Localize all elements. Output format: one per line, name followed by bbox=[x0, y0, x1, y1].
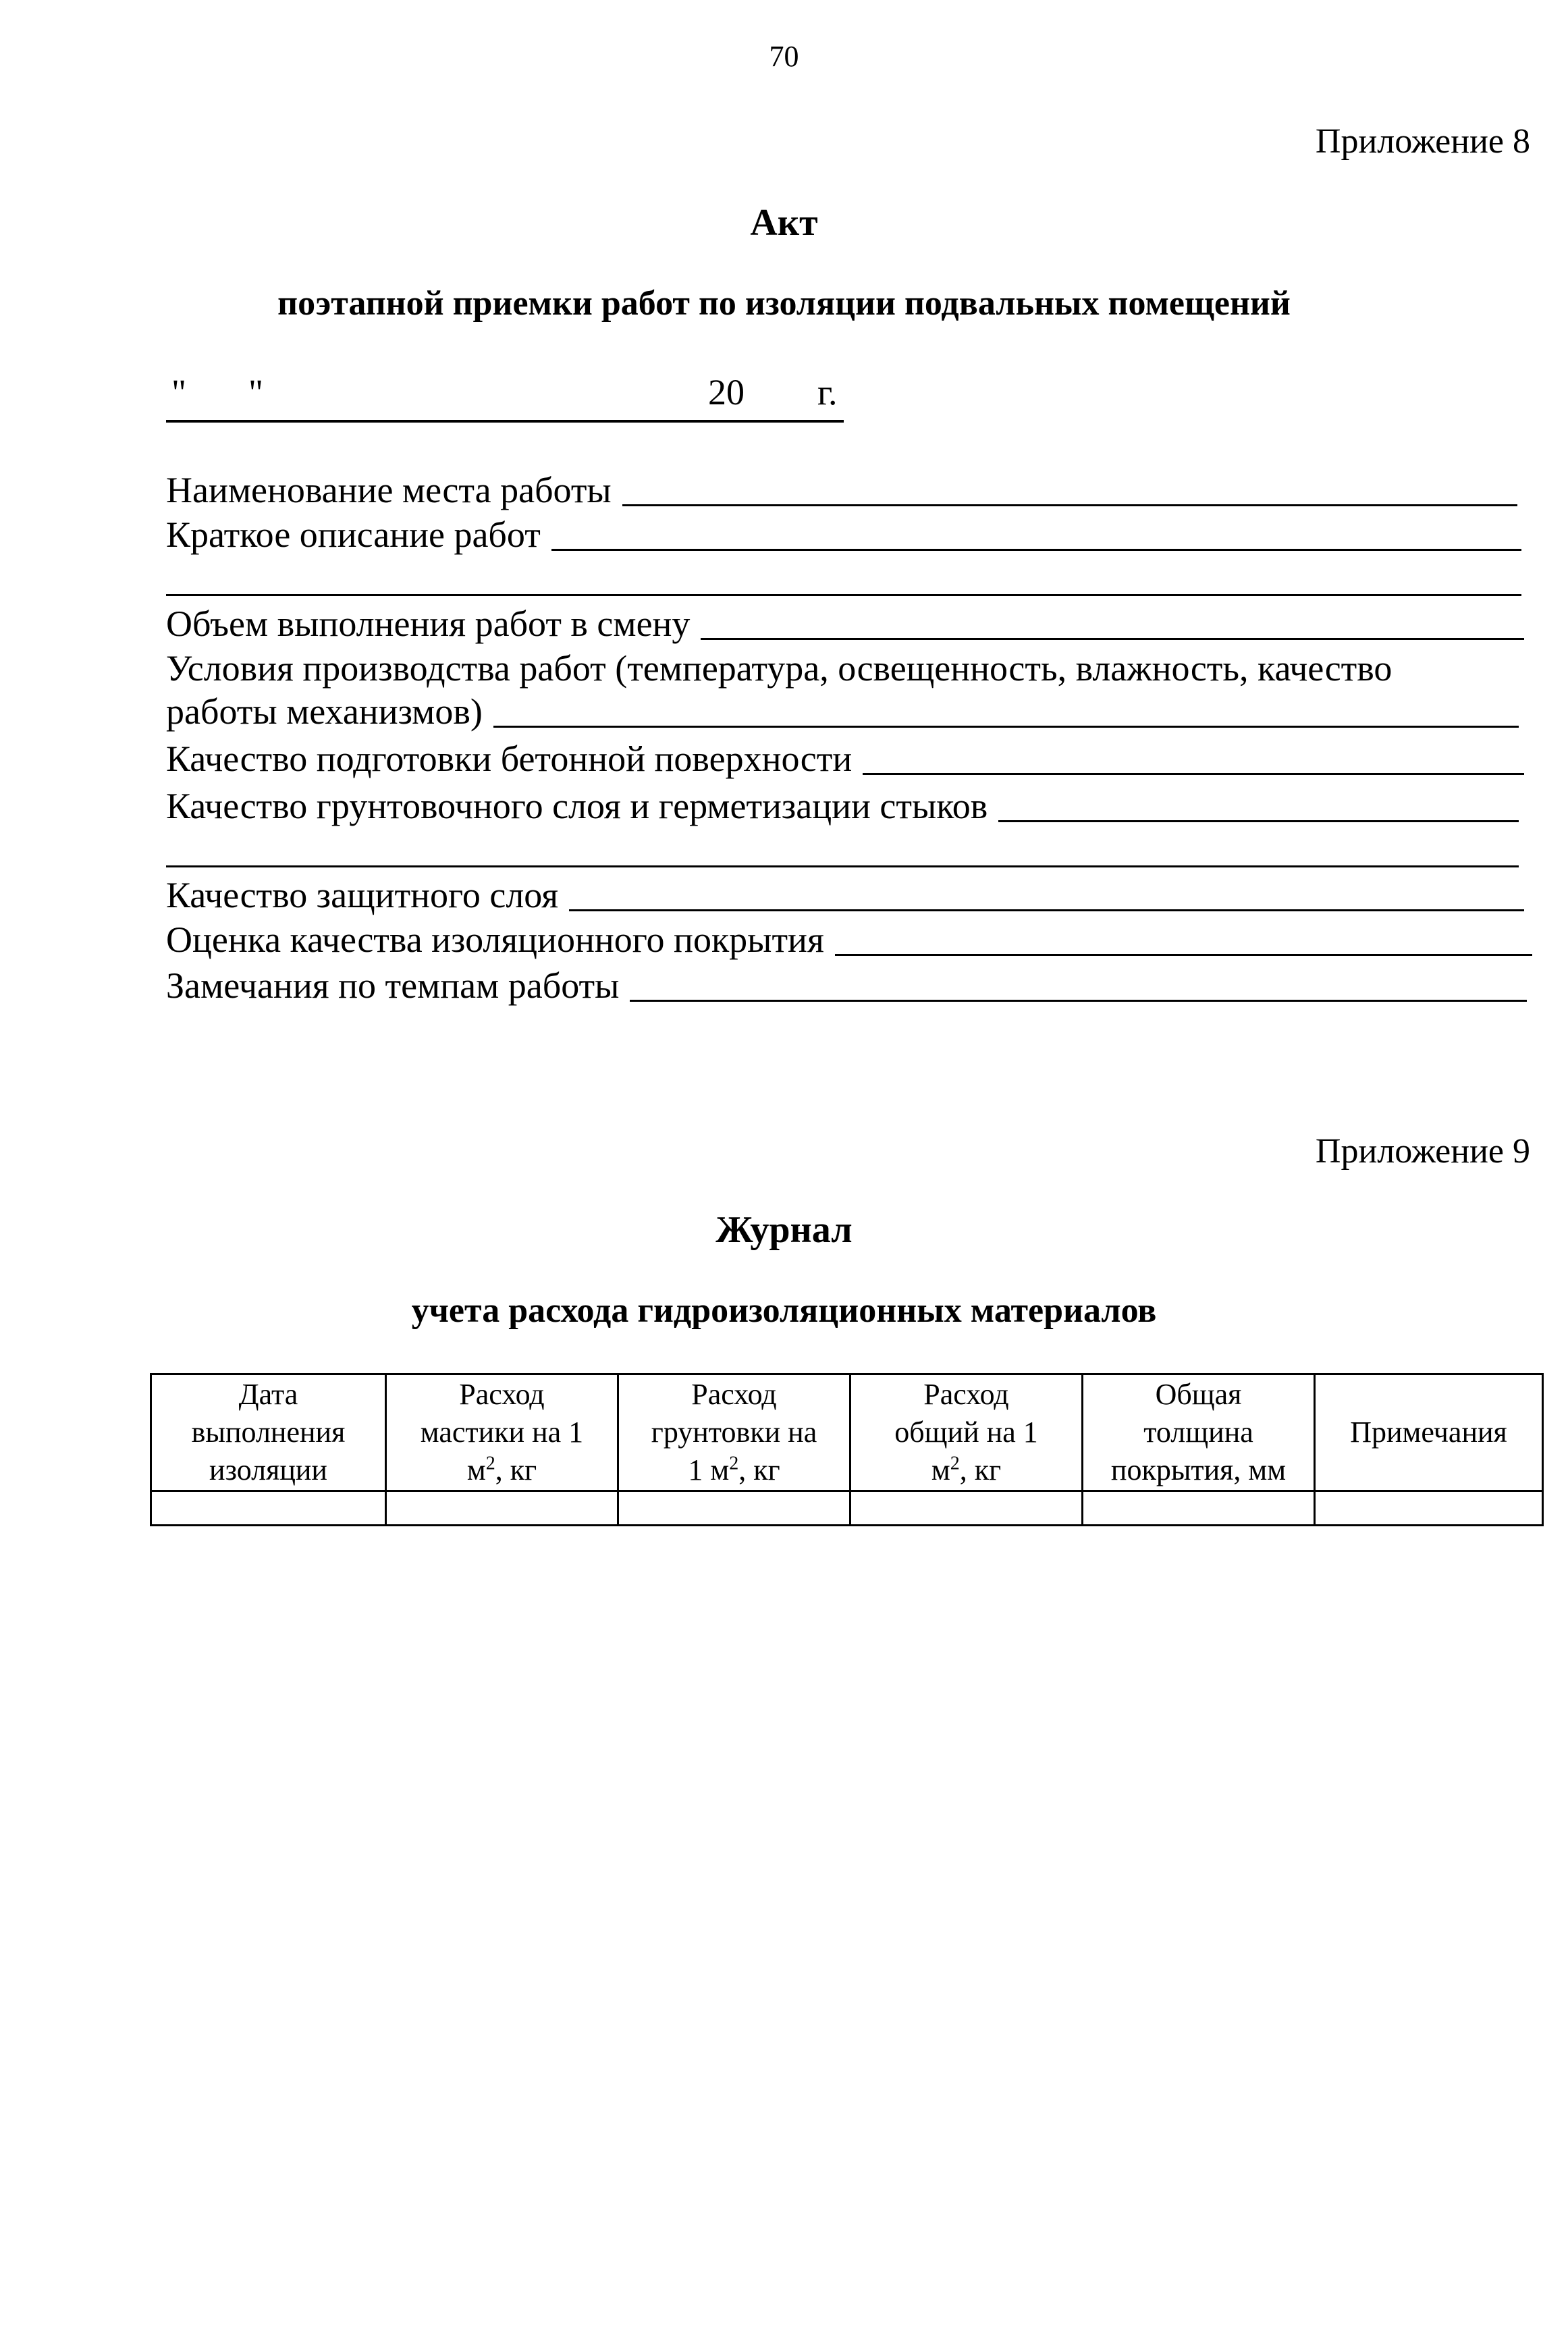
column-header-mastic bbox=[386, 1374, 618, 1491]
primer-quality-field[interactable] bbox=[166, 782, 1519, 826]
column-header-date-line1: Дата bbox=[238, 1378, 298, 1411]
coating-assessment-label: Оценка качества изоляционного покрытия bbox=[166, 919, 824, 960]
workplace-name-blank[interactable] bbox=[622, 477, 1517, 506]
table-cell-total[interactable] bbox=[850, 1491, 1083, 1526]
column-header-primer-unit: 1 м bbox=[688, 1453, 730, 1486]
date-quote-open: " bbox=[171, 372, 187, 412]
table-cell-mastic[interactable] bbox=[386, 1491, 618, 1526]
act-title: Акт bbox=[750, 202, 818, 244]
table-header-row bbox=[151, 1374, 1543, 1491]
date-year-prefix: 20 bbox=[708, 372, 745, 412]
column-header-primer-line2: грунтовки на bbox=[651, 1416, 817, 1449]
column-header-primer bbox=[618, 1374, 850, 1491]
tempo-remarks-field[interactable] bbox=[166, 961, 1527, 1006]
column-header-total-unit-tail: , кг bbox=[959, 1453, 1002, 1486]
primer-quality-extra-line[interactable] bbox=[166, 865, 1519, 867]
column-header-primer-unit-tail: , кг bbox=[738, 1453, 780, 1486]
shift-volume-field[interactable] bbox=[166, 599, 1524, 644]
column-header-total-unit: м bbox=[931, 1453, 950, 1486]
shift-volume-label: Объем выполнения работ в смену bbox=[166, 603, 691, 644]
column-header-total-line2: общий на 1 bbox=[894, 1416, 1038, 1449]
conditions-label-line1: Условия производства работ (температура, освещенность, влажность, качество bbox=[166, 648, 1393, 689]
table-cell-primer[interactable] bbox=[618, 1491, 850, 1526]
conditions-blank[interactable] bbox=[493, 699, 1519, 728]
surface-quality-field[interactable] bbox=[166, 734, 1524, 779]
table-cell-notes[interactable] bbox=[1315, 1491, 1543, 1526]
column-header-primer-line1: Расход bbox=[691, 1378, 777, 1411]
table-cell-thickness[interactable] bbox=[1083, 1491, 1315, 1526]
column-header-thickness-line1: Общая bbox=[1155, 1378, 1242, 1411]
column-header-mastic-unit: м bbox=[466, 1453, 486, 1486]
column-header-total bbox=[850, 1374, 1083, 1491]
column-header-thickness-line3: покрытия, мм bbox=[1110, 1453, 1287, 1486]
journal-subtitle: учета расхода гидроизоляционных материалов bbox=[411, 1291, 1157, 1330]
work-description-field[interactable] bbox=[166, 510, 1521, 555]
conditions-label-line2: работы механизмов) bbox=[166, 691, 483, 732]
date-year-suffix: г. bbox=[817, 372, 838, 412]
column-header-notes-line1: Примечания bbox=[1350, 1416, 1507, 1449]
column-header-notes bbox=[1315, 1374, 1543, 1491]
protective-layer-blank[interactable] bbox=[569, 882, 1524, 911]
tempo-remarks-label: Замечания по темпам работы bbox=[166, 965, 620, 1006]
journal-title: Журнал bbox=[715, 1209, 853, 1251]
table-row bbox=[151, 1491, 1543, 1526]
page-number: 70 bbox=[769, 40, 799, 73]
column-header-date bbox=[151, 1374, 386, 1491]
column-header-thickness bbox=[1083, 1374, 1315, 1491]
column-header-primer-sup: 2 bbox=[729, 1453, 739, 1474]
surface-quality-label: Качество подготовки бетонной поверхности bbox=[166, 739, 853, 779]
workplace-name-field[interactable] bbox=[166, 466, 1517, 510]
date-field[interactable] bbox=[166, 371, 844, 423]
column-header-total-sup: 2 bbox=[950, 1453, 960, 1474]
table-cell-date[interactable] bbox=[151, 1491, 386, 1526]
column-header-mastic-line1: Расход bbox=[459, 1378, 545, 1411]
primer-quality-label: Качество грунтовочного слоя и герметизации стыков bbox=[166, 786, 988, 826]
protective-layer-field[interactable] bbox=[166, 871, 1524, 915]
column-header-total-line1: Расход bbox=[923, 1378, 1009, 1411]
column-header-date-line2: выполнения bbox=[191, 1416, 346, 1449]
work-description-blank[interactable] bbox=[551, 522, 1521, 551]
date-quote-close: " bbox=[248, 372, 264, 412]
surface-quality-blank[interactable] bbox=[863, 746, 1524, 775]
tempo-remarks-blank[interactable] bbox=[630, 973, 1527, 1002]
column-header-thickness-line2: толщина bbox=[1143, 1416, 1253, 1449]
work-description-extra-line[interactable] bbox=[166, 594, 1521, 596]
shift-volume-blank[interactable] bbox=[701, 611, 1524, 640]
coating-assessment-blank[interactable] bbox=[835, 927, 1532, 956]
workplace-name-label: Наименование места работы bbox=[166, 470, 612, 510]
column-header-mastic-line2: мастики на 1 bbox=[420, 1416, 584, 1449]
column-header-date-line3: изоляции bbox=[209, 1453, 327, 1486]
primer-quality-blank[interactable] bbox=[998, 793, 1519, 822]
appendix-9-label: Приложение 9 bbox=[1315, 1132, 1530, 1171]
coating-assessment-field[interactable] bbox=[166, 915, 1532, 960]
column-header-mastic-sup: 2 bbox=[485, 1453, 495, 1474]
materials-consumption-table bbox=[150, 1373, 1544, 1526]
column-header-mastic-unit-tail: , кг bbox=[495, 1453, 537, 1486]
protective-layer-label: Качество защитного слоя bbox=[166, 875, 559, 915]
conditions-field[interactable] bbox=[166, 687, 1519, 732]
appendix-8-label: Приложение 8 bbox=[1315, 122, 1530, 161]
work-description-label: Краткое описание работ bbox=[166, 514, 541, 555]
act-subtitle: поэтапной приемки работ по изоляции подвальных помещений bbox=[277, 284, 1291, 323]
